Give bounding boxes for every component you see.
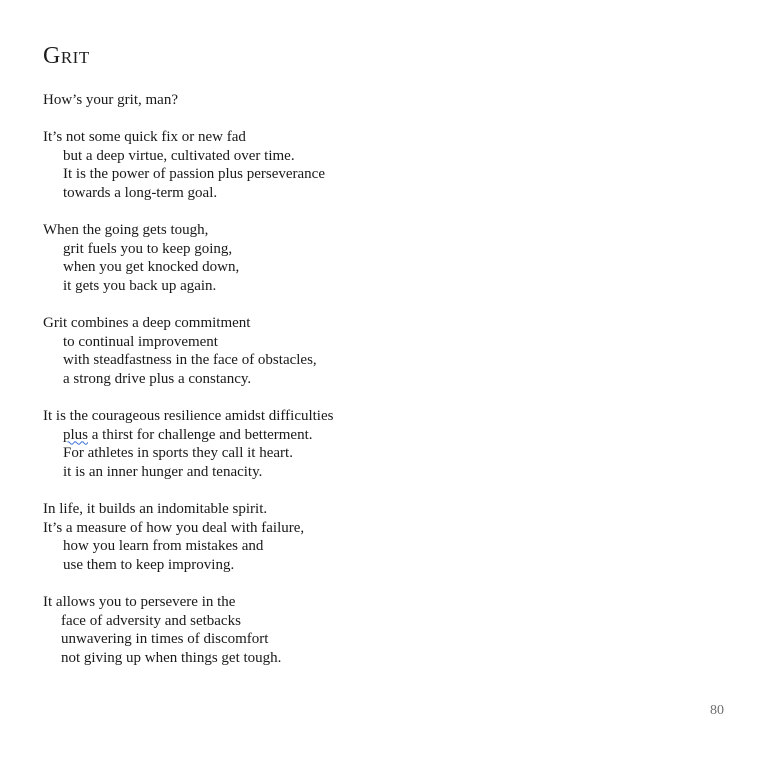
stanza-gap — [43, 389, 643, 408]
poem-line: use them to keep improving. — [63, 556, 235, 573]
stanza-3 — [43, 314, 643, 388]
poem-line: with steadfastness in the face of obstacles, — [63, 352, 317, 369]
poem-line: it is an inner hunger and tenacity. — [63, 463, 263, 480]
poem-body — [43, 91, 643, 667]
poem-line: face of adversity and setbacks — [61, 612, 241, 629]
poem-line: but a deep virtue, cultivated over time. — [63, 147, 295, 164]
stanza-1 — [43, 128, 643, 202]
poem-line: when you get knocked down, — [63, 259, 240, 276]
poem-line: It allows you to persevere in the — [43, 594, 236, 611]
poem-line: Grit combines a deep commitment — [43, 315, 251, 332]
poem-line: towards a long-term goal. — [63, 184, 218, 201]
poem-line: it gets you back up again. — [63, 277, 217, 294]
poem-line: a strong drive plus a constancy. — [63, 370, 252, 387]
poem-line-remainder: a thirst for challenge and betterment. — [88, 426, 313, 443]
stanza-gap — [43, 296, 643, 315]
poem-line: It’s not some quick fix or new fad — [43, 129, 246, 146]
stanza-gap — [43, 203, 643, 222]
poem-title: Grit — [43, 43, 90, 69]
stanza-gap — [43, 574, 643, 593]
poem-line: It’s a measure of how you deal with failure, — [43, 519, 305, 536]
stanza-6 — [43, 593, 643, 667]
poem-line: When the going gets tough, — [43, 222, 209, 239]
page-number: 80 — [710, 703, 724, 718]
poem-line: It is the courageous resilience amidst difficulties — [43, 408, 334, 425]
poem-line: to continual improvement — [63, 333, 218, 350]
poem-line: It is the power of passion plus perseverance — [63, 166, 326, 183]
poem-line: grit fuels you to keep going, — [63, 240, 233, 257]
poem-line-with-spellcheck — [43, 426, 643, 445]
poem-line: For athletes in sports they call it heart. — [63, 445, 293, 462]
stanza-4 — [43, 407, 643, 481]
poem-line: unwavering in times of discomfort — [61, 631, 269, 648]
stanza-5 — [43, 500, 643, 574]
poem-opening-line: How’s your grit, man? — [43, 92, 178, 108]
poem-line: not giving up when things get tough. — [61, 649, 282, 666]
stanza-2 — [43, 221, 643, 295]
poem-line: In life, it builds an indomitable spirit. — [43, 501, 268, 518]
stanza-gap — [43, 110, 643, 129]
poem-line: how you learn from mistakes and — [63, 538, 264, 555]
spellcheck-underlined-word[interactable]: plus — [63, 426, 89, 443]
stanza-gap — [43, 481, 643, 500]
